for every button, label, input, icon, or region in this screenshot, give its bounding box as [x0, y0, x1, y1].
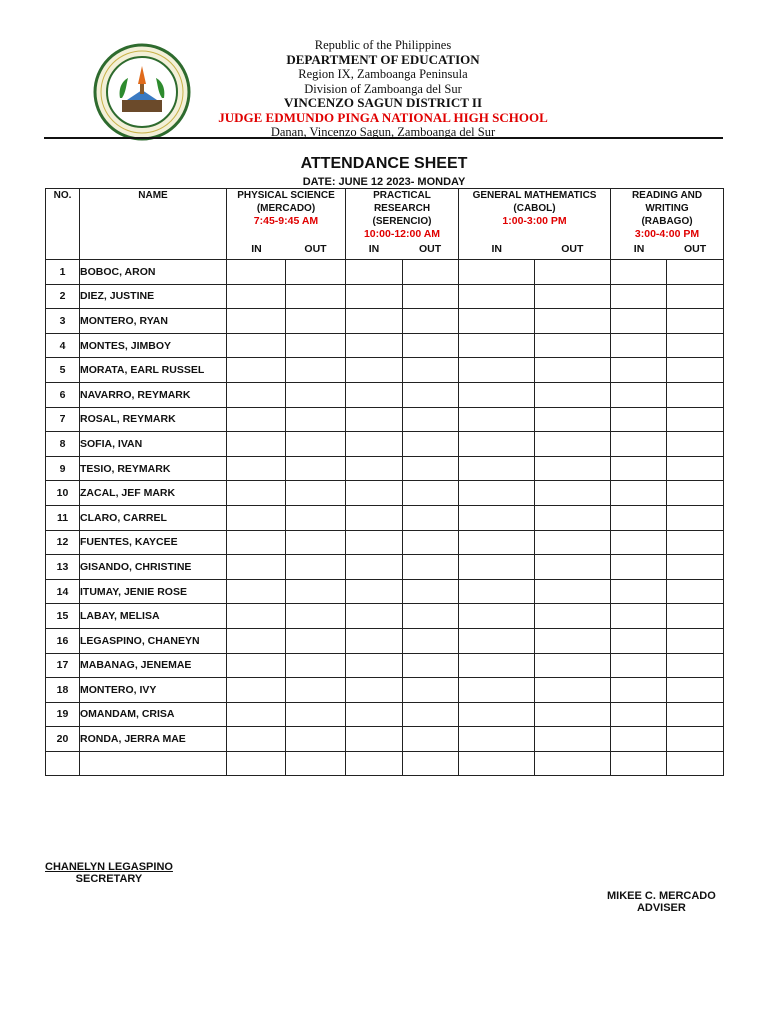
- time-out-cell[interactable]: [286, 382, 346, 407]
- student-name: MONTERO, IVY: [80, 678, 227, 703]
- time-in-cell[interactable]: [611, 358, 667, 383]
- time-out-cell[interactable]: [535, 604, 611, 629]
- out-label: OUT: [683, 243, 707, 255]
- time-in-cell[interactable]: [346, 579, 403, 604]
- time-out-cell[interactable]: [403, 505, 459, 530]
- time-out-cell[interactable]: [286, 751, 346, 776]
- row-number: 18: [46, 678, 80, 703]
- time-in-cell[interactable]: [611, 382, 667, 407]
- region-line: Region IX, Zamboanga Peninsula: [298, 67, 468, 81]
- time-out-cell[interactable]: [667, 505, 724, 530]
- time-out-cell[interactable]: [535, 579, 611, 604]
- time-in-cell[interactable]: [611, 751, 667, 776]
- time-in-cell[interactable]: [227, 358, 286, 383]
- time-out-cell[interactable]: [286, 579, 346, 604]
- time-in-cell[interactable]: [227, 333, 286, 358]
- time-in-cell[interactable]: [227, 653, 286, 678]
- time-out-cell[interactable]: [403, 456, 459, 481]
- table-row: [46, 555, 724, 580]
- row-number: 3: [46, 309, 80, 334]
- time-in-cell[interactable]: [346, 505, 403, 530]
- time-out-cell[interactable]: [535, 678, 611, 703]
- time-in-cell[interactable]: [346, 358, 403, 383]
- table-row: [46, 407, 724, 432]
- table-header-row: [46, 189, 724, 260]
- time-in-cell[interactable]: [459, 579, 535, 604]
- sheet-date: DATE: JUNE 12 2023- MONDAY: [302, 176, 466, 188]
- time-in-cell[interactable]: [459, 481, 535, 506]
- student-name: ZACAL, JEF MARK: [80, 481, 227, 506]
- student-name: FUENTES, KAYCEE: [80, 530, 227, 555]
- student-name: OMANDAM, CRISA: [80, 702, 227, 727]
- adviser-title: ADVISER: [636, 902, 686, 914]
- time-out-cell[interactable]: [286, 678, 346, 703]
- time-in-cell[interactable]: [459, 653, 535, 678]
- table-row: [46, 481, 724, 506]
- time-out-cell[interactable]: [667, 358, 724, 383]
- student-name: NAVARRO, REYMARK: [80, 382, 227, 407]
- time-out-cell[interactable]: [403, 604, 459, 629]
- time-in-cell[interactable]: [346, 456, 403, 481]
- student-name: MABANAG, JENEMAE: [80, 653, 227, 678]
- time-out-cell[interactable]: [667, 579, 724, 604]
- time-out-cell[interactable]: [403, 309, 459, 334]
- time-out-cell[interactable]: [535, 432, 611, 457]
- row-number: 20: [46, 727, 80, 752]
- student-name: LABAY, MELISA: [80, 604, 227, 629]
- time-out-cell[interactable]: [667, 604, 724, 629]
- time-in-cell[interactable]: [227, 284, 286, 309]
- col-name-header: NAME: [80, 189, 227, 260]
- time-out-cell[interactable]: [535, 555, 611, 580]
- time-out-cell[interactable]: [403, 284, 459, 309]
- time-in-cell[interactable]: [346, 727, 403, 752]
- time-out-cell[interactable]: [667, 653, 724, 678]
- student-name: SOFIA, IVAN: [80, 432, 227, 457]
- row-number: 9: [46, 456, 80, 481]
- page-title: ATTENDANCE SHEET: [300, 155, 468, 172]
- division-line: Division of Zamboanga del Sur: [304, 81, 462, 96]
- time-in-cell[interactable]: [227, 727, 286, 752]
- letterhead: [0, 38, 768, 138]
- time-out-cell[interactable]: [403, 432, 459, 457]
- time-in-cell[interactable]: [346, 432, 403, 457]
- time-in-cell[interactable]: [227, 432, 286, 457]
- student-name: ITUMAY, JENIE ROSE: [80, 579, 227, 604]
- time-out-cell[interactable]: [286, 456, 346, 481]
- table-row: [46, 579, 724, 604]
- time-in-cell[interactable]: [346, 702, 403, 727]
- in-label: IN: [368, 243, 380, 255]
- row-number: 15: [46, 604, 80, 629]
- time-out-cell[interactable]: [286, 358, 346, 383]
- time-out-cell[interactable]: [667, 751, 724, 776]
- time-out-cell[interactable]: [535, 505, 611, 530]
- time-out-cell[interactable]: [403, 260, 459, 285]
- time-out-cell[interactable]: [403, 555, 459, 580]
- time-out-cell[interactable]: [535, 456, 611, 481]
- table-row: [46, 284, 724, 309]
- time-in-cell[interactable]: [611, 702, 667, 727]
- table-row: [46, 260, 724, 285]
- time-in-cell[interactable]: [459, 678, 535, 703]
- time-out-cell[interactable]: [535, 530, 611, 555]
- time-out-cell[interactable]: [535, 407, 611, 432]
- secretary-signatory: [45, 861, 173, 885]
- row-number: 19: [46, 702, 80, 727]
- time-out-cell[interactable]: [403, 530, 459, 555]
- time-in-cell[interactable]: [227, 604, 286, 629]
- time-out-cell[interactable]: [667, 628, 724, 653]
- time-out-cell[interactable]: [403, 579, 459, 604]
- time-out-cell[interactable]: [667, 555, 724, 580]
- time-out-cell[interactable]: [403, 333, 459, 358]
- secretary-title: SECRETARY: [75, 873, 143, 885]
- time-out-cell[interactable]: [403, 727, 459, 752]
- time-out-cell[interactable]: [667, 727, 724, 752]
- time-out-cell[interactable]: [667, 407, 724, 432]
- row-number: [46, 751, 80, 776]
- time-out-cell[interactable]: [286, 260, 346, 285]
- time-out-cell[interactable]: [286, 604, 346, 629]
- table-row: [46, 653, 724, 678]
- time-out-cell[interactable]: [286, 628, 346, 653]
- republic-line: Republic of the Philippines: [314, 38, 452, 52]
- col-no-header: NO.: [46, 189, 80, 260]
- out-label: OUT: [418, 243, 442, 255]
- secretary-name: CHANELYN LEGASPINO: [45, 861, 173, 873]
- student-name: GISANDO, CHRISTINE: [80, 555, 227, 580]
- attendance-table: [45, 188, 724, 776]
- student-name: MONTES, JIMBOY: [80, 333, 227, 358]
- time-out-cell[interactable]: [403, 628, 459, 653]
- time-out-cell[interactable]: [286, 481, 346, 506]
- time-in-cell[interactable]: [227, 751, 286, 776]
- time-in-cell[interactable]: [459, 604, 535, 629]
- row-number: 10: [46, 481, 80, 506]
- school-name: JUDGE EDMUNDO PINGA NATIONAL HIGH SCHOOL: [218, 109, 548, 125]
- school-address: Danan, Vincenzo Sagun, Zamboanga del Sur: [270, 125, 496, 139]
- time-in-cell[interactable]: [611, 727, 667, 752]
- time-in-cell[interactable]: [227, 702, 286, 727]
- time-out-cell[interactable]: [286, 407, 346, 432]
- school-seal-icon: [92, 42, 192, 142]
- subject-header-physical-science: PHYSICAL SCIENCE (MERCADO) 7:45-9:45 AM IN OUT: [227, 189, 346, 260]
- time-in-cell[interactable]: [459, 555, 535, 580]
- time-out-cell[interactable]: [403, 407, 459, 432]
- table-row: [46, 382, 724, 407]
- time-out-cell[interactable]: [535, 702, 611, 727]
- time-in-cell[interactable]: [346, 382, 403, 407]
- out-label: OUT: [561, 243, 584, 255]
- time-in-cell[interactable]: [227, 628, 286, 653]
- time-out-cell[interactable]: [535, 751, 611, 776]
- student-name: TESIO, REYMARK: [80, 456, 227, 481]
- time-in-cell[interactable]: [459, 309, 535, 334]
- adviser-signatory: [607, 890, 716, 914]
- table-row: [46, 678, 724, 703]
- table-row: [46, 751, 724, 776]
- header-divider: [44, 137, 723, 139]
- time-out-cell[interactable]: [535, 653, 611, 678]
- time-out-cell[interactable]: [535, 382, 611, 407]
- time-in-cell[interactable]: [459, 358, 535, 383]
- time-out-cell[interactable]: [667, 260, 724, 285]
- time-out-cell[interactable]: [286, 333, 346, 358]
- time-out-cell[interactable]: [286, 505, 346, 530]
- row-number: 8: [46, 432, 80, 457]
- student-name: MORATA, EARL RUSSEL: [80, 358, 227, 383]
- time-in-cell[interactable]: [611, 505, 667, 530]
- time-out-cell[interactable]: [667, 530, 724, 555]
- time-in-cell[interactable]: [227, 579, 286, 604]
- time-in-cell[interactable]: [611, 579, 667, 604]
- time-in-cell[interactable]: [611, 260, 667, 285]
- time-out-cell[interactable]: [286, 284, 346, 309]
- time-in-cell[interactable]: [459, 382, 535, 407]
- time-in-cell[interactable]: [227, 505, 286, 530]
- time-in-cell[interactable]: [346, 678, 403, 703]
- student-name: ROSAL, REYMARK: [80, 407, 227, 432]
- student-name: LEGASPINO, CHANEYN: [80, 628, 227, 653]
- table-row: [46, 505, 724, 530]
- time-in-cell[interactable]: [611, 284, 667, 309]
- table-row: [46, 727, 724, 752]
- student-name: RONDA, JERRA MAE: [80, 727, 227, 752]
- subject-header-general-mathematics: GENERAL MATHEMATICS (CABOL) 1:00-3:00 PM IN OUT: [459, 189, 611, 260]
- time-out-cell[interactable]: [286, 432, 346, 457]
- time-out-cell[interactable]: [286, 309, 346, 334]
- time-in-cell[interactable]: [346, 407, 403, 432]
- row-number: 16: [46, 628, 80, 653]
- time-in-cell[interactable]: [459, 407, 535, 432]
- time-in-cell[interactable]: [227, 407, 286, 432]
- in-label: IN: [251, 243, 262, 255]
- time-in-cell[interactable]: [346, 260, 403, 285]
- table-row: [46, 309, 724, 334]
- time-out-cell[interactable]: [667, 432, 724, 457]
- time-in-cell[interactable]: [346, 751, 403, 776]
- time-in-cell[interactable]: [227, 260, 286, 285]
- student-name: MONTERO, RYAN: [80, 309, 227, 334]
- table-row: [46, 333, 724, 358]
- time-in-cell[interactable]: [611, 456, 667, 481]
- row-number: 6: [46, 382, 80, 407]
- time-in-cell[interactable]: [611, 530, 667, 555]
- student-name: CLARO, CARREL: [80, 505, 227, 530]
- time-in-cell[interactable]: [459, 628, 535, 653]
- time-in-cell[interactable]: [227, 481, 286, 506]
- time-in-cell[interactable]: [611, 432, 667, 457]
- time-in-cell[interactable]: [346, 530, 403, 555]
- row-number: 1: [46, 260, 80, 285]
- time-in-cell[interactable]: [459, 284, 535, 309]
- time-out-cell[interactable]: [667, 702, 724, 727]
- time-out-cell[interactable]: [535, 284, 611, 309]
- row-number: 12: [46, 530, 80, 555]
- time-in-cell[interactable]: [611, 555, 667, 580]
- student-name: [80, 751, 227, 776]
- time-in-cell[interactable]: [459, 530, 535, 555]
- time-out-cell[interactable]: [667, 456, 724, 481]
- time-in-cell[interactable]: [346, 628, 403, 653]
- table-row: [46, 530, 724, 555]
- time-in-cell[interactable]: [459, 727, 535, 752]
- time-in-cell[interactable]: [346, 284, 403, 309]
- time-in-cell[interactable]: [346, 309, 403, 334]
- time-in-cell[interactable]: [227, 555, 286, 580]
- time-in-cell[interactable]: [227, 678, 286, 703]
- time-out-cell[interactable]: [535, 333, 611, 358]
- time-out-cell[interactable]: [535, 628, 611, 653]
- table-row: [46, 358, 724, 383]
- time-out-cell[interactable]: [286, 653, 346, 678]
- time-in-cell[interactable]: [346, 555, 403, 580]
- time-in-cell[interactable]: [459, 333, 535, 358]
- time-out-cell[interactable]: [403, 751, 459, 776]
- time-out-cell[interactable]: [667, 333, 724, 358]
- time-in-cell[interactable]: [611, 333, 667, 358]
- row-number: 4: [46, 333, 80, 358]
- time-out-cell[interactable]: [403, 481, 459, 506]
- row-number: 17: [46, 653, 80, 678]
- time-out-cell[interactable]: [286, 555, 346, 580]
- time-out-cell[interactable]: [535, 309, 611, 334]
- time-out-cell[interactable]: [535, 727, 611, 752]
- time-out-cell[interactable]: [286, 727, 346, 752]
- time-in-cell[interactable]: [459, 432, 535, 457]
- time-in-cell[interactable]: [459, 456, 535, 481]
- time-out-cell[interactable]: [403, 702, 459, 727]
- in-label: IN: [491, 243, 503, 255]
- time-in-cell[interactable]: [459, 505, 535, 530]
- row-number: 13: [46, 555, 80, 580]
- time-in-cell[interactable]: [227, 456, 286, 481]
- time-in-cell[interactable]: [459, 260, 535, 285]
- table-row: [46, 432, 724, 457]
- time-in-cell[interactable]: [459, 751, 535, 776]
- row-number: 14: [46, 579, 80, 604]
- time-in-cell[interactable]: [459, 702, 535, 727]
- row-number: 2: [46, 284, 80, 309]
- time-out-cell[interactable]: [535, 358, 611, 383]
- row-number: 7: [46, 407, 80, 432]
- time-in-cell[interactable]: [227, 309, 286, 334]
- time-out-cell[interactable]: [403, 678, 459, 703]
- time-in-cell[interactable]: [611, 678, 667, 703]
- letterhead-text: [180, 38, 586, 140]
- time-out-cell[interactable]: [535, 481, 611, 506]
- time-in-cell[interactable]: [611, 481, 667, 506]
- time-in-cell[interactable]: [611, 653, 667, 678]
- time-in-cell[interactable]: [346, 653, 403, 678]
- table-row: [46, 604, 724, 629]
- time-in-cell[interactable]: [611, 604, 667, 629]
- time-out-cell[interactable]: [286, 530, 346, 555]
- time-in-cell[interactable]: [611, 628, 667, 653]
- time-out-cell[interactable]: [403, 382, 459, 407]
- district-line: VINCENZO SAGUN DISTRICT II: [283, 95, 483, 110]
- time-out-cell[interactable]: [403, 358, 459, 383]
- time-out-cell[interactable]: [667, 678, 724, 703]
- time-out-cell[interactable]: [403, 653, 459, 678]
- adviser-name: MIKEE C. MERCADO: [607, 890, 716, 902]
- subject-header-reading-writing: READING AND WRITING (RABAGO) 3:00-4:00 PM IN OUT: [611, 189, 724, 260]
- student-name: BOBOC, ARON: [80, 260, 227, 285]
- time-out-cell[interactable]: [667, 382, 724, 407]
- table-row: [46, 628, 724, 653]
- in-label: IN: [633, 243, 645, 255]
- row-number: 11: [46, 505, 80, 530]
- student-name: DIEZ, JUSTINE: [80, 284, 227, 309]
- time-in-cell[interactable]: [611, 407, 667, 432]
- subject-header-practical-research: PRACTICAL RESEARCH (SERENCIO) 10:00-12:00 AM IN OUT: [346, 189, 459, 260]
- time-out-cell[interactable]: [535, 260, 611, 285]
- department-line: DEPARTMENT OF EDUCATION: [286, 51, 480, 67]
- time-out-cell[interactable]: [667, 309, 724, 334]
- time-in-cell[interactable]: [227, 530, 286, 555]
- table-row: [46, 456, 724, 481]
- time-out-cell[interactable]: [286, 702, 346, 727]
- out-label: OUT: [304, 243, 327, 255]
- time-in-cell[interactable]: [346, 481, 403, 506]
- time-out-cell[interactable]: [667, 481, 724, 506]
- time-in-cell[interactable]: [346, 333, 403, 358]
- row-number: 5: [46, 358, 80, 383]
- time-out-cell[interactable]: [667, 284, 724, 309]
- time-in-cell[interactable]: [346, 604, 403, 629]
- table-row: [46, 702, 724, 727]
- time-in-cell[interactable]: [611, 309, 667, 334]
- time-in-cell[interactable]: [227, 382, 286, 407]
